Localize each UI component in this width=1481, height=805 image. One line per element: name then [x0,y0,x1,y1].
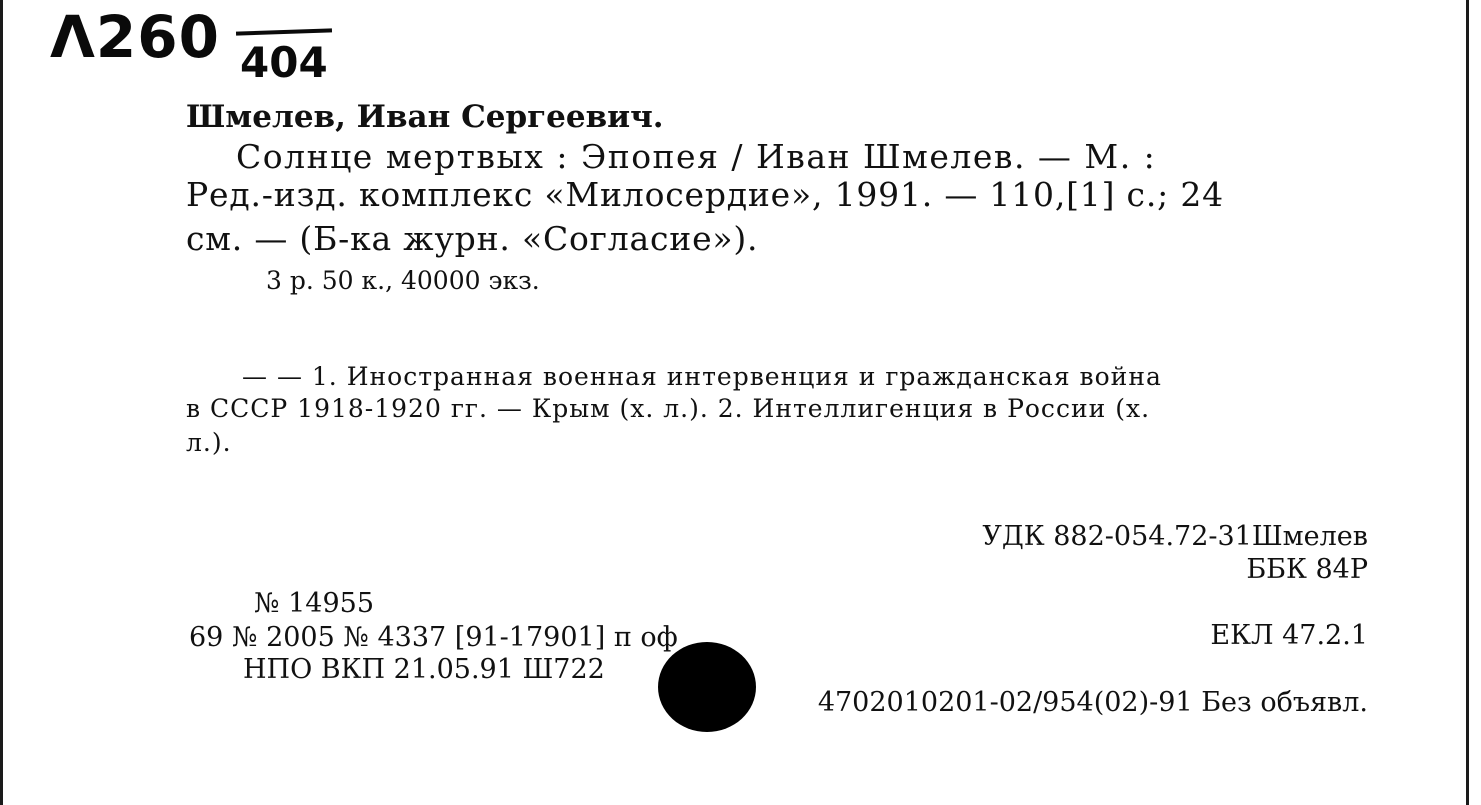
author-heading: Шмелев, Иван Сергеевич. [186,99,664,135]
publisher-line: 69 № 2005 № 4337 [91-17901] п оф [189,622,678,653]
ekl-code: ЕКЛ 47.2.1 [1210,620,1368,651]
ink-blot [658,642,756,732]
title-line-3: см. — (Б-ка журн. «Согласие»). [186,219,759,258]
card-right-edge [1466,0,1469,805]
handwritten-fraction-bar [236,28,332,35]
price-and-print-run: 3 р. 50 к., 40000 экз. [266,266,540,295]
order-number: № 14955 [254,588,375,619]
handwritten-number: 404 [240,38,328,87]
bbk-code: ББК 84Р [1246,554,1368,585]
card-left-edge [0,0,3,805]
npo-line: НПО ВКП 21.05.91 Ш722 [243,654,605,685]
index-code-line: 4702010201-02/954(02)-91 Без объявл. [817,687,1368,718]
subject-line-3: л.). [186,428,232,457]
handwritten-shelfmark: Λ260 [50,3,220,71]
subject-line-1: — — 1. Иностранная военная интервенция и гражданская война [242,362,1162,391]
title-line-2: Ред.-изд. комплекс «Милосердие», 1991. — 110,[1] с.; 24 [186,175,1224,214]
subject-line-2: в СССР 1918-1920 гг. — Крым (х. л.). 2. Интеллигенция в России (х. [186,394,1151,423]
title-line-1: Солнце мертвых : Эпопея / Иван Шмелев. — М. : [236,137,1157,176]
udk-code: УДК 882-054.72-31Шмелев [982,521,1368,552]
